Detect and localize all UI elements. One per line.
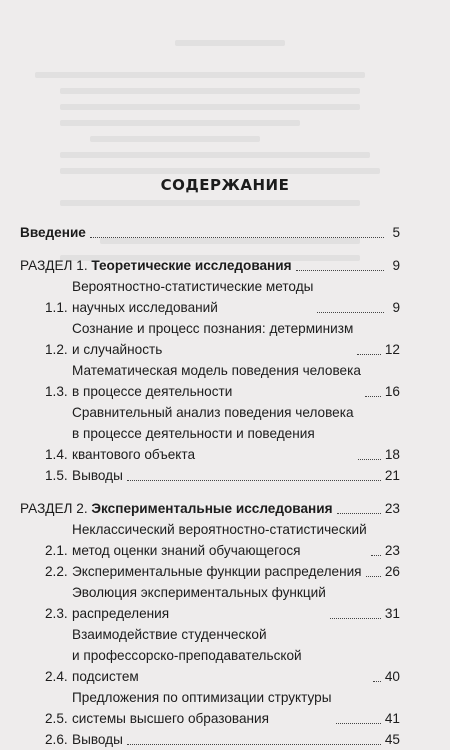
dot-leader (337, 513, 381, 514)
toc-entry-page: 40 (384, 669, 400, 684)
dot-leader (366, 576, 381, 577)
dot-leader (127, 744, 381, 745)
toc-entry-page: 12 (384, 342, 400, 357)
toc-entry-label: Сравнительный анализ поведения человека в процессе деятельности и поведения квантового объекта (72, 405, 354, 462)
toc-entry-page: 5 (392, 225, 400, 240)
dot-leader (373, 681, 381, 682)
toc-entry-label: Предложения по оптимизации структуры системы высшего образования (72, 690, 332, 726)
toc-entry-page: 31 (384, 606, 400, 621)
toc-entry-1-1[interactable] (20, 276, 400, 318)
toc-entry-label: Выводы (72, 732, 123, 747)
dot-leader (336, 723, 381, 724)
toc-entry-2-3[interactable] (20, 582, 400, 624)
toc-entry-code: 2.3. (45, 606, 68, 621)
toc-entry-2-5[interactable] (20, 687, 400, 729)
section-prefix: РАЗДЕЛ 2. (20, 501, 88, 516)
toc-entry-2-1[interactable] (20, 519, 400, 561)
toc-entry-page: 9 (392, 258, 400, 273)
toc-entry-label: Сознание и процесс познания: детерминизм и случайность (72, 321, 354, 357)
dot-leader (296, 270, 384, 271)
toc-entry-introduction[interactable] (20, 222, 400, 243)
dot-leader (317, 312, 384, 313)
toc-entry-label: Вероятностно-статистические методы научных исследований (72, 279, 314, 315)
toc-entry-code: 2.6. (45, 732, 68, 747)
page-title: СОДЕРЖАНИЕ (160, 176, 290, 194)
toc-entry-page: 23 (384, 543, 400, 558)
dot-leader (90, 237, 384, 238)
toc-entry-page: 18 (384, 447, 400, 462)
toc-entry-label: Экспериментальные функции распределения (72, 564, 362, 579)
toc-entry-code: 1.2. (45, 342, 68, 357)
toc-entry-2-4[interactable] (20, 624, 400, 687)
toc-entry-page: 26 (384, 564, 400, 579)
dot-leader (127, 480, 381, 481)
section-prefix: РАЗДЕЛ 1. (20, 258, 88, 273)
toc-entry-2-2[interactable] (20, 561, 400, 582)
toc-entry-1-4[interactable] (20, 402, 400, 465)
toc-entry-1-5[interactable] (20, 465, 400, 486)
toc-entry-label: Теоретические исследования (91, 258, 292, 273)
dot-leader (371, 555, 381, 556)
dot-leader (357, 354, 381, 355)
toc-entry-label: Неклассический вероятностно-статистический метод оценки знаний обучающегося (72, 522, 367, 558)
toc-entry-section-2[interactable] (20, 498, 400, 519)
toc-entry-1-3[interactable] (20, 360, 400, 402)
toc-entry-code: 1.1. (45, 300, 68, 315)
toc-entry-code: 2.5. (45, 711, 68, 726)
table-of-contents (20, 222, 400, 750)
toc-entry-code: 2.1. (45, 543, 68, 558)
toc-entry-label: Выводы (72, 468, 123, 483)
toc-entry-label: Эволюция экспериментальных функций распределения (72, 585, 326, 621)
toc-entry-code: 2.2. (45, 564, 68, 579)
toc-entry-label: Введение (20, 225, 86, 240)
toc-entry-page: 9 (392, 300, 400, 315)
toc-entry-2-6[interactable] (20, 729, 400, 750)
dot-leader (358, 459, 381, 460)
toc-entry-label: Взаимодействие студенческой и профессорско-преподавательской подсистем (72, 627, 302, 684)
toc-entry-code: 1.4. (45, 447, 68, 462)
toc-entry-label: Математическая модель поведения человека в процессе деятельности (72, 363, 361, 399)
toc-entry-section-1[interactable] (20, 255, 400, 276)
dot-leader (330, 618, 381, 619)
toc-entry-page: 16 (384, 384, 400, 399)
toc-entry-page: 23 (384, 501, 400, 516)
toc-entry-code: 2.4. (45, 669, 68, 684)
toc-entry-code: 1.5. (45, 468, 68, 483)
toc-entry-page: 45 (384, 732, 400, 747)
toc-entry-page: 21 (384, 468, 400, 483)
toc-entry-code: 1.3. (45, 384, 68, 399)
dot-leader (365, 396, 381, 397)
toc-entry-page: 41 (384, 711, 400, 726)
toc-entry-label: Экспериментальные исследования (91, 501, 333, 516)
toc-entry-1-2[interactable] (20, 318, 400, 360)
